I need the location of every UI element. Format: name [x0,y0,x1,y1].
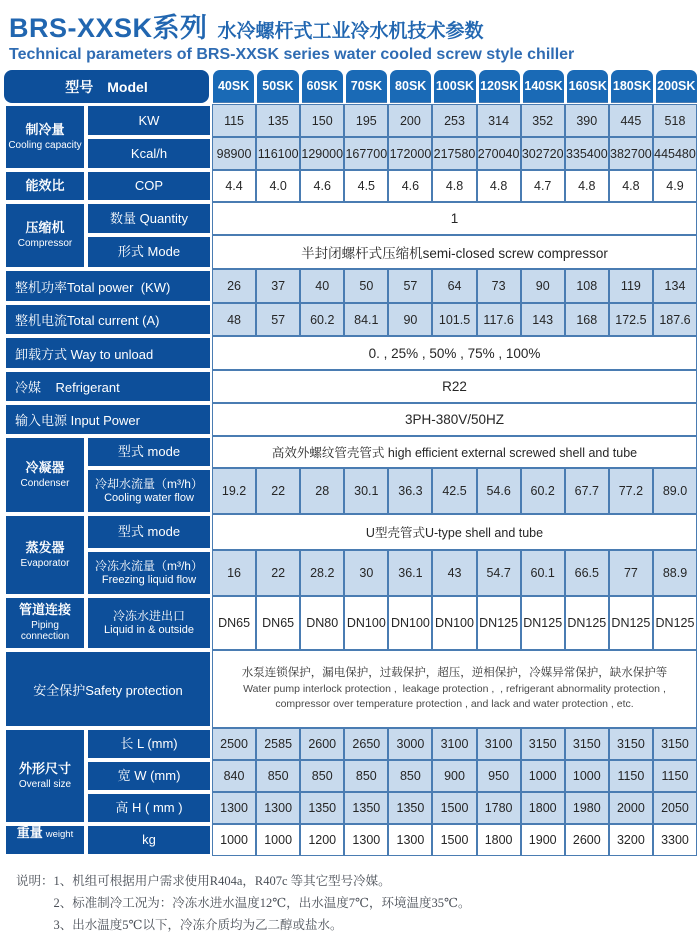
safety-line-cn: 水泵连锁保护，漏电保护，过载保护，超压，逆相保护，冷媒异常保护，缺水保护等 [241,667,668,680]
table-cell: 60.2 [300,303,344,336]
table-cell: 4.6 [300,170,344,202]
table-cell: 2600 [565,824,609,856]
series-title: BRS-XXSK系列 [9,13,208,43]
table-cell: 3150 [565,728,609,760]
safety-line-en2: compressor over temperature protection , and lack and water protection , etc. [275,698,634,711]
table-cell: 135 [256,104,300,137]
sublabel-height: 高 H ( mm ) [86,792,212,824]
band-evaporator [4,514,697,596]
table-cell: 382700 [609,137,653,170]
table-cell: 40 [300,269,344,303]
band-total-power [4,269,697,303]
cells-kcal [212,137,697,170]
cells-kw [212,104,697,137]
row-mode [86,235,697,269]
table-cell: DN65 [256,596,300,650]
table-cell: 4.8 [565,170,609,202]
row-length [86,728,697,760]
table-cell: 134 [653,269,697,303]
value-unload: 0. , 25% , 50% , 75% , 100% [212,336,697,370]
table-cell: 28.2 [300,550,344,596]
table-cell: 900 [432,760,476,792]
footnotes [4,856,697,936]
sublabel-length: 长 L (mm) [86,728,212,760]
notes-lines [54,870,471,936]
table-cell: 2000 [609,792,653,824]
table-cell: 850 [388,760,432,792]
table-cell: 30 [344,550,388,596]
table-cell: 150 [300,104,344,137]
table-cell: 850 [256,760,300,792]
table-cell: 98900 [212,137,256,170]
table-cell: 1800 [477,824,521,856]
table-cell: 168 [565,303,609,336]
value-safety [212,650,697,728]
band-overall-size [4,728,697,824]
table-cell: 314 [477,104,521,137]
row-condenser-mode [86,436,697,468]
category-label-en: Piping connection [20,619,70,643]
category-label-cn: 制冷量 [25,121,65,137]
table-cell: 1000 [521,760,565,792]
table-cell: 172.5 [609,303,653,336]
table-cell: 50 [344,269,388,303]
category-compressor [4,202,86,269]
table-cell: 2585 [256,728,300,760]
table-cell: 67.7 [565,468,609,514]
cells-height [212,792,697,824]
table-cell: 88.9 [653,550,697,596]
table-cell: 1000 [212,824,256,856]
value-evaporator-mode: U型壳管式U-type shell and tube [212,514,697,550]
table-cell: 129000 [300,137,344,170]
table-cell: 19.2 [212,468,256,514]
table-cell: 4.0 [256,170,300,202]
table-cell: 1800 [521,792,565,824]
value-quantity: 1 [212,202,697,235]
table-cell: 57 [256,303,300,336]
row-kw [86,104,697,137]
table-cell: 64 [432,269,476,303]
label-input-power: 输入电源 Input Power [4,403,212,436]
table-cell: DN100 [344,596,388,650]
sublabel-en: Freezing liquid flow [101,573,197,586]
table-cell: 101.5 [432,303,476,336]
row-width [86,760,697,792]
table-cell: 77.2 [609,468,653,514]
table-cell: 4.8 [477,170,521,202]
sublabel-kg: kg [86,824,212,856]
table-cell: 54.7 [477,550,521,596]
table-cell: 270040 [477,137,521,170]
table-cell: 89.0 [653,468,697,514]
label-unload: 卸载方式 Way to unload [4,336,212,370]
table-cell: 84.1 [344,303,388,336]
table-cell: 22 [256,550,300,596]
cells-weight [212,824,697,856]
band-condenser [4,436,697,514]
cells-liquid-in-out [212,596,697,650]
table-cell: 1300 [212,792,256,824]
band-compressor [4,202,697,269]
table-cell: 36.3 [388,468,432,514]
table-cell: 3200 [609,824,653,856]
table-cell: 4.8 [609,170,653,202]
model-header-row [4,70,697,103]
band-total-current [4,303,697,336]
band-safety [4,650,697,728]
category-label-cn: 能效比 [25,177,65,193]
table-cell: 28 [300,468,344,514]
model-tab: 60SK [302,70,343,103]
category-label-en: Compressor [17,238,73,250]
table-cell: 1300 [344,824,388,856]
table-cell: 1980 [565,792,609,824]
row-freezing-liquid-flow [86,550,697,596]
table-cell: 195 [344,104,388,137]
category-label-cn: 管道连接 [18,602,71,618]
table-cell: 42.5 [432,468,476,514]
sublabel-en: Cooling water flow [104,491,194,504]
table-cell: 37 [256,269,300,303]
label-safety: 安全保护Safety protection [4,650,212,728]
row-evaporator-mode [86,514,697,550]
page-header [4,4,697,70]
table-cell: 108 [565,269,609,303]
table-cell: DN100 [432,596,476,650]
table-cell: 115 [212,104,256,137]
table-cell: 850 [300,760,344,792]
table-cell: 1000 [565,760,609,792]
sublabel-evaporator-mode: 型式 mode [86,514,212,550]
table-cell: 16 [212,550,256,596]
table-cell: 3150 [609,728,653,760]
table-cell: 73 [477,269,521,303]
band-weight [4,824,697,856]
table-cell: 1350 [344,792,388,824]
table-cell: 1300 [256,792,300,824]
table-cell: 117.6 [477,303,521,336]
category-label-en: Condenser [20,477,70,489]
category-label-cn: 重量 [16,825,43,840]
cells-cooling-water-flow [212,468,697,514]
cells-width [212,760,697,792]
cells-freezing-liquid-flow [212,550,697,596]
table-cell: 950 [477,760,521,792]
band-piping [4,596,697,650]
table-cell: 2050 [653,792,697,824]
category-label-en: weight [45,829,74,840]
table-cell: 1350 [300,792,344,824]
cells-total-power [212,269,697,303]
table-cell: 335400 [565,137,609,170]
table-cell: 60.2 [521,468,565,514]
table-cell: 3150 [653,728,697,760]
model-tab: 200SK [656,70,697,103]
model-tabs [213,70,697,103]
table-cell: 2600 [300,728,344,760]
table-cell: 187.6 [653,303,697,336]
table-cell: 116100 [256,137,300,170]
label-total-power: 整机功率Total power (KW) [4,269,212,303]
table-cell: 3100 [477,728,521,760]
spec-table [4,70,697,856]
model-header-cell [4,70,209,103]
notes-prefix: 说明： [16,874,54,888]
table-cell: 57 [388,269,432,303]
table-cell: 4.8 [432,170,476,202]
row-kcal [86,137,697,170]
table-cell: 77 [609,550,653,596]
table-cell: 167700 [344,137,388,170]
table-cell: 518 [653,104,697,137]
table-cell: 60.1 [521,550,565,596]
cells-length [212,728,697,760]
title-english: Technical parameters of BRS-XXSK series water cooled screw style chiller [9,46,575,63]
row-quantity [86,202,697,235]
value-refrigerant: R22 [212,370,697,403]
table-cell: 3000 [388,728,432,760]
table-cell: 217580 [432,137,476,170]
table-cell: 4.6 [388,170,432,202]
table-cell: 850 [344,760,388,792]
table-cell: DN80 [300,596,344,650]
table-cell: 1200 [300,824,344,856]
row-cooling-water-flow [86,468,697,514]
table-cell: DN125 [609,596,653,650]
label-total-current: 整机电流Total current (A) [4,303,212,336]
model-tab: 120SK [479,70,520,103]
sublabel-width: 宽 W (mm) [86,760,212,792]
table-cell: 445480 [653,137,697,170]
category-label-en: Overall size [18,778,72,790]
band-input-power [4,403,697,436]
cells-total-current [212,303,697,336]
table-cell: 1350 [388,792,432,824]
table-cell: 119 [609,269,653,303]
table-cell: 90 [388,303,432,336]
table-cell: 4.5 [344,170,388,202]
sublabel-cn: 冷冻水流量（m³/h） [94,559,203,574]
sublabel-liquid-in-out [86,596,212,650]
sublabel-mode: 形式 Mode [86,235,212,269]
row-liquid-in-out [86,596,697,650]
table-cell: 143 [521,303,565,336]
table-cell: 1150 [609,760,653,792]
table-cell: 1780 [477,792,521,824]
category-label-cn: 外形尺寸 [18,760,71,776]
table-cell: 253 [432,104,476,137]
sublabel-cop: COP [86,170,212,202]
category-label-cn: 蒸发器 [25,539,65,555]
row-weight-kg [86,824,697,856]
category-weight [4,824,86,856]
table-cell: 30.1 [344,468,388,514]
model-tab: 40SK [213,70,254,103]
band-refrigerant [4,370,697,403]
table-cell: 3300 [653,824,697,856]
table-cell: 1150 [653,760,697,792]
table-cell: DN125 [477,596,521,650]
category-label-en: Evaporator [20,557,70,569]
note-line-3: 3、出水温度5℃以下，冷冻介质均为乙二醇或盐水。 [53,918,343,932]
table-cell: 390 [565,104,609,137]
sublabel-en: Liquid in & outside [104,623,194,636]
table-cell: 43 [432,550,476,596]
table-cell: DN125 [565,596,609,650]
table-cell: 3100 [432,728,476,760]
table-cell: 26 [212,269,256,303]
table-cell: 54.6 [477,468,521,514]
table-cell: DN125 [653,596,697,650]
table-cell: 4.9 [653,170,697,202]
table-cell: 200 [388,104,432,137]
table-cell: 1300 [388,824,432,856]
model-tab: 140SK [523,70,564,103]
table-cell: 4.4 [212,170,256,202]
category-label-cn: 冷凝器 [25,459,65,475]
table-cell: 2650 [344,728,388,760]
table-cell: 302720 [521,137,565,170]
sublabel-cn: 冷冻水进出口 [112,609,185,624]
table-cell: 840 [212,760,256,792]
sublabel-cooling-water-flow [86,468,212,514]
model-tab: 100SK [434,70,475,103]
sublabel-condenser-mode: 型式 mode [86,436,212,468]
category-evaporator [4,514,86,596]
model-tab: 50SK [257,70,298,103]
table-cell: 3150 [521,728,565,760]
category-cop [4,170,86,202]
category-label-en: Cooling capacity [8,139,82,151]
category-label-cn: 压缩机 [25,220,65,236]
table-cell: 22 [256,468,300,514]
row-cop [86,170,697,202]
value-mode: 半封闭螺杆式压缩机semi-closed screw compressor [212,235,697,269]
category-cooling-capacity [4,104,86,170]
table-cell: 445 [609,104,653,137]
table-cell: DN125 [521,596,565,650]
category-piping [4,596,86,650]
category-overall-size [4,728,86,824]
model-tab: 80SK [390,70,431,103]
table-cell: 90 [521,269,565,303]
table-cell: 36.1 [388,550,432,596]
model-header-cn: 型号 [65,78,94,95]
table-cell: 66.5 [565,550,609,596]
sublabel-freezing-liquid-flow [86,550,212,596]
table-cell: 1000 [256,824,300,856]
sublabel-cn: 冷却水流量（m³/h） [94,477,203,492]
table-cell: 1500 [432,792,476,824]
table-cell: DN100 [388,596,432,650]
table-cell: DN65 [212,596,256,650]
category-condenser [4,436,86,514]
cells-cop [212,170,697,202]
model-tab: 160SK [567,70,608,103]
table-cell: 352 [521,104,565,137]
note-line-1: 1、机组可根据用户需求使用R404a，R407c 等其它型号冷媒。 [53,874,391,888]
band-cop [4,170,697,202]
band-unload [4,336,697,370]
value-input-power: 3PH-380V/50HZ [212,403,697,436]
value-condenser-mode: 高效外螺纹管壳管式 high efficient external screwed shell and tube [212,436,697,468]
safety-line-en1: Water pump interlock protection , leakage protection , , refrigerant abnormality protection , [243,683,666,696]
table-cell: 2500 [212,728,256,760]
row-height [86,792,697,824]
model-tab: 70SK [346,70,387,103]
title-chinese: 水冷螺杆式工业冷水机技术参数 [217,21,484,42]
model-header-en: Model [107,78,148,95]
sublabel-kcal: Kcal/h [86,137,212,170]
table-cell: 1500 [432,824,476,856]
table-cell: 172000 [388,137,432,170]
table-cell: 1900 [521,824,565,856]
sublabel-quantity: 数量 Quantity [86,202,212,235]
title-line [9,6,697,45]
band-cooling-capacity [4,104,697,170]
note-line-2: 2、标准制冷工况为：冷冻水进水温度12℃，出水温度7℃，环境温度35℃。 [53,896,471,910]
model-tab: 180SK [611,70,652,103]
table-cell: 48 [212,303,256,336]
sublabel-kw: KW [86,104,212,137]
label-refrigerant: 冷媒 Refrigerant [4,370,212,403]
table-cell: 4.7 [521,170,565,202]
